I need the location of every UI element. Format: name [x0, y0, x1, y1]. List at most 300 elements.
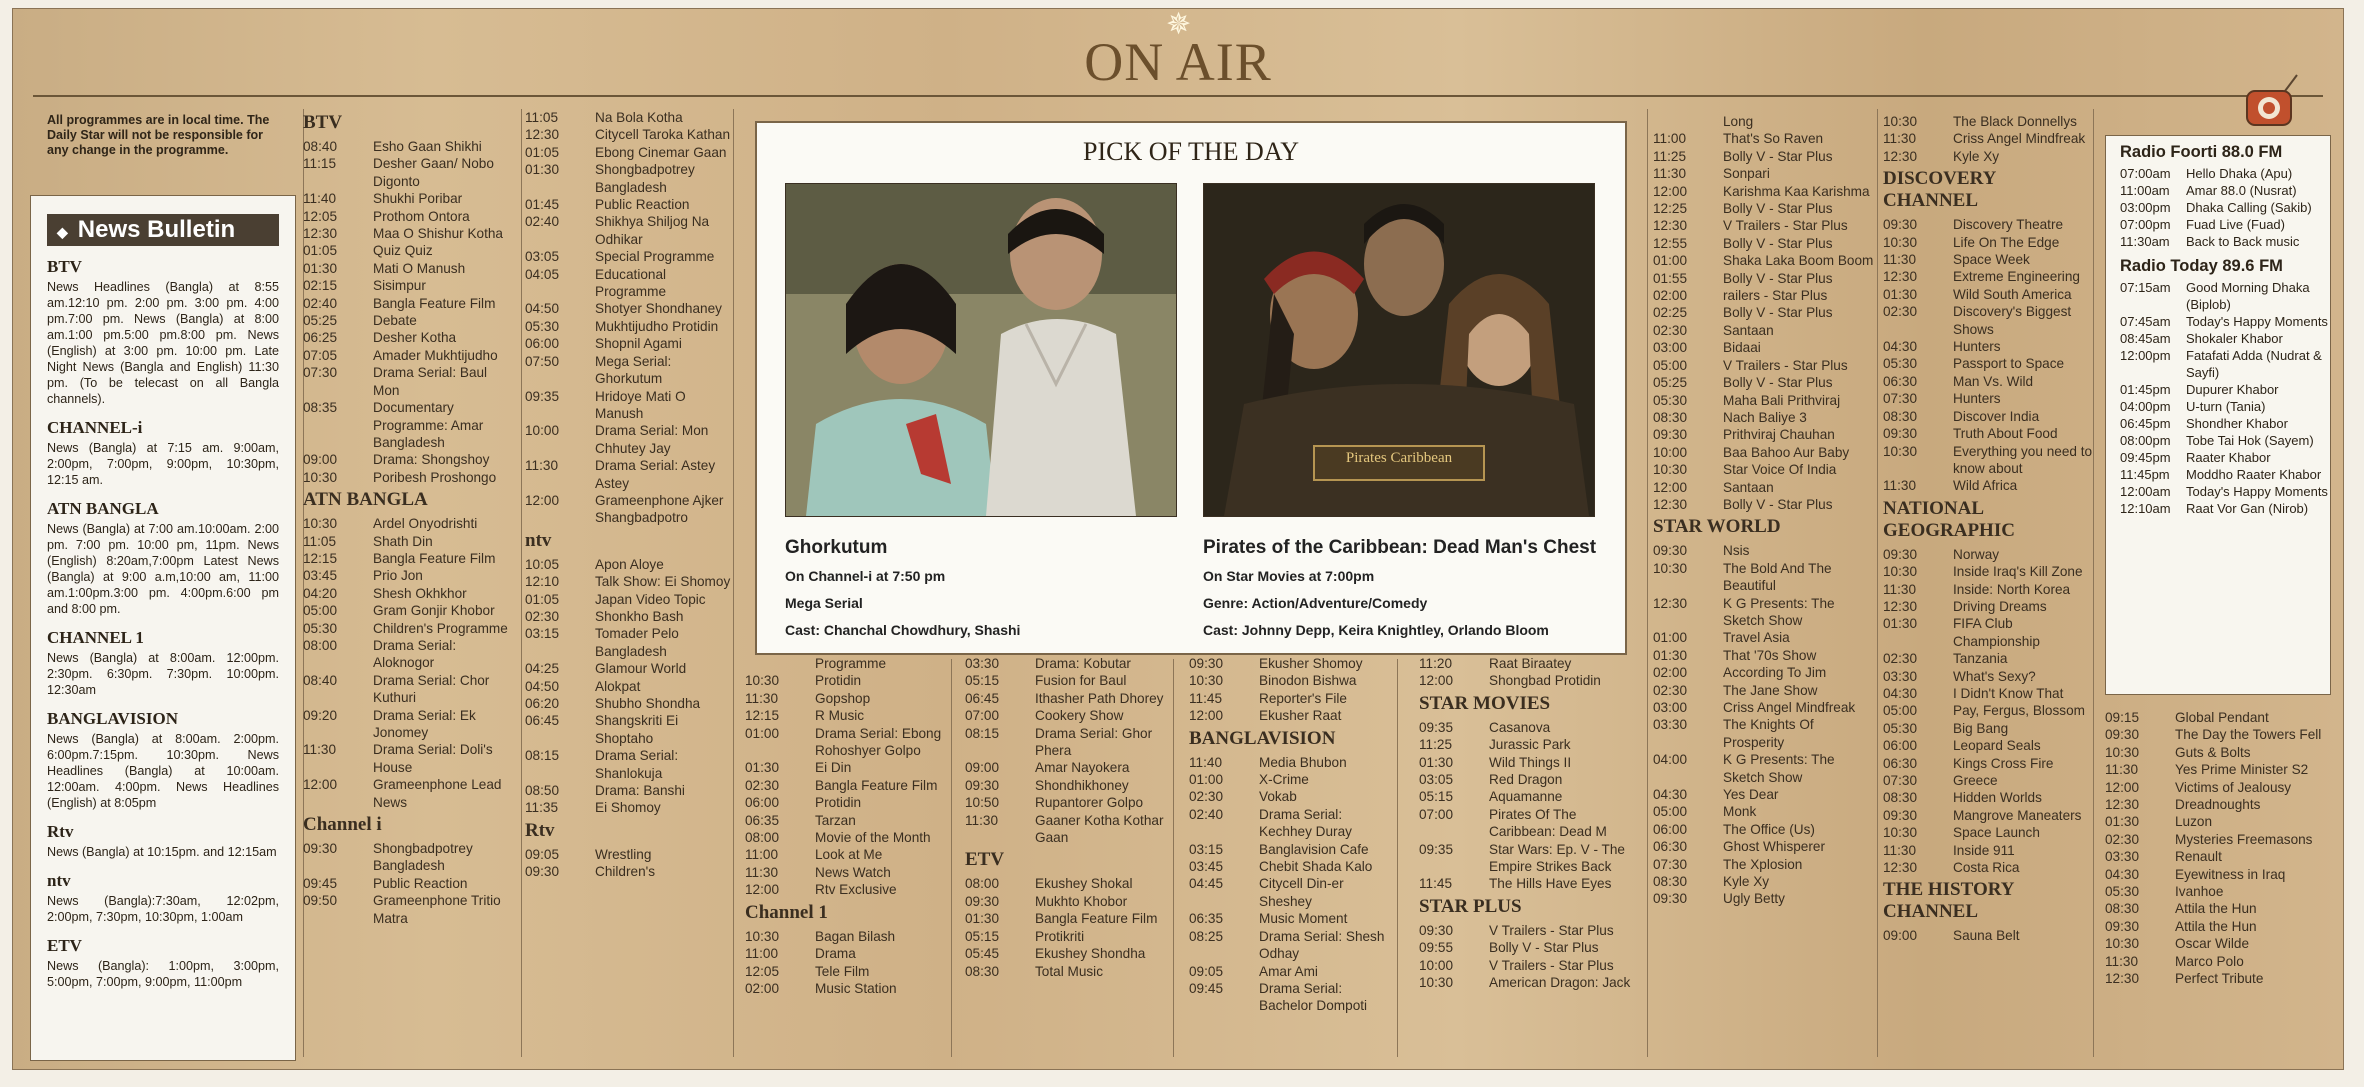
programme-title: Truth About Food: [1953, 426, 2058, 442]
news-schedule-text: News (Bangla):7:30am, 12:02pm, 2:00pm, 7:30pm, 10:30pm, 1:00am: [47, 894, 279, 924]
programme-row: [1883, 755, 2093, 772]
programme-row: [965, 963, 1171, 980]
programme-title: Bolly V - Star Plus: [1723, 270, 1833, 286]
programme-time: 11:15: [303, 156, 337, 172]
programme-row: [965, 655, 1171, 672]
programme-title: Music Moment: [1259, 911, 1348, 927]
column-divider: [1173, 659, 1174, 1057]
programme-title: Drama Serial: Shanlokuja: [595, 748, 679, 781]
programme-title: Man Vs. Wild: [1953, 373, 2034, 389]
programme-time: 09:30: [1883, 546, 1918, 562]
programme-time: 09:30: [2105, 918, 2140, 934]
programme-time: 01:45: [525, 197, 560, 213]
programme-title: Poribesh Proshongo: [373, 469, 497, 485]
programme-time: 08:15: [965, 725, 1000, 741]
programme-time: 11:30: [303, 742, 337, 758]
programme-row: [745, 928, 949, 945]
programme-title: Hunters: [1953, 339, 2001, 355]
programme-title: Drama Serial: Ek Jonomey: [373, 707, 476, 740]
programme-time: 06:00: [1653, 821, 1688, 837]
programme-time: 03:00: [1653, 700, 1688, 715]
programme-title: railers - Star Plus: [1723, 288, 1828, 304]
news-channel-name: ETV: [47, 936, 82, 955]
programme-title: Public Reaction: [595, 197, 690, 213]
programme-time: 12:30: [2105, 971, 2140, 987]
programme-time: 12:00am: [2120, 484, 2171, 499]
programme-row: [525, 266, 731, 301]
programme-row: [525, 608, 731, 625]
programme-title: Hello Dhaka (Apu): [2186, 166, 2293, 181]
programme-time: 09:35: [525, 388, 560, 404]
programme-time: 01:30: [1883, 286, 1918, 302]
programme-row: [745, 655, 949, 672]
programme-time: 01:55: [1653, 270, 1688, 286]
programme-row: [2105, 761, 2341, 778]
programme-row: [303, 620, 515, 637]
pick-genre: Genre: Action/Adventure/Comedy: [1203, 595, 1428, 611]
programme-title: Wild Things II: [1489, 754, 1572, 770]
pick-cast: Cast: Johnny Depp, Keira Knightley, Orlando Bloom: [1203, 622, 1549, 638]
programme-title: Desher Gaan/ Nobo Digonto: [373, 156, 494, 189]
radio-station-name: Radio Foorti 88.0 FM: [2120, 143, 2283, 161]
programme-title: Perfect Tribute: [2175, 971, 2264, 987]
programme-time: 07:00: [965, 708, 1000, 724]
programme-row: [745, 846, 949, 863]
programme-row: [1653, 751, 1875, 786]
programme-time: 10:30: [1883, 825, 1918, 841]
programme-title: Total Music: [1035, 963, 1103, 979]
programme-time: 03:00pm: [2120, 200, 2171, 215]
programme-row: [1883, 927, 2093, 944]
radio-programme-row: [2106, 330, 2330, 347]
programme-row: [1883, 615, 2093, 650]
programme-row: [525, 863, 731, 880]
programme-time: 04:30: [1883, 685, 1918, 701]
news-schedule-text: News (Bangla) at 7:00 am.10:00am. 2:00 pm. 7:00 pm. 10:00 pm, 11pm. News (English) 8:20am,7:00pm Latest News (Bangla) at 9:00 a.m,10:00 am, 11:00 am.1:00pm.3:00 pm. 4:00pm.6:00 pm and 8:00 pm.: [47, 522, 279, 616]
programme-title: Shukhi Poribar: [373, 191, 463, 207]
programme-title: Public Reaction: [373, 875, 468, 891]
programme-title: Ei Shomoy: [595, 800, 661, 816]
programme-row: [1189, 875, 1395, 910]
programme-title: Victims of Jealousy: [2175, 779, 2292, 795]
programme-time: 05:15: [965, 673, 1000, 689]
programme-time: 11:30: [1883, 842, 1917, 858]
programme-time: 12:30: [1883, 598, 1918, 614]
programme-time: 10:30: [1883, 564, 1918, 580]
pick-cast: Cast: Chanchal Chowdhury, Shashi: [785, 622, 1021, 638]
pick-airing: On Channel-i at 7:50 pm: [785, 568, 946, 584]
column-divider: [521, 109, 522, 1057]
programme-row: [965, 672, 1171, 689]
programme-time: 09:05: [525, 846, 560, 862]
programme-time: 12:00: [525, 492, 560, 508]
programme-title: Drama Serial: Ebong Rohoshyer Golpo: [815, 725, 942, 759]
programme-title: Citycell Din-er Sheshey: [1259, 876, 1344, 909]
channel-heading: THE HISTORY CHANNEL: [1883, 879, 2014, 923]
programme-row: [1653, 629, 1875, 646]
programme-title: Hunters: [1953, 391, 2001, 407]
programme-time: 10:30: [303, 516, 338, 532]
programme-title: Desher Kotha: [373, 330, 457, 346]
programme-time: 10:05: [525, 556, 560, 572]
programme-title: Tarzan: [815, 812, 856, 828]
programme-time: 09:30: [525, 864, 560, 880]
programme-title: Norway: [1953, 546, 2000, 562]
programme-time: 06:00: [525, 336, 560, 352]
news-schedule-text: News Headlines (Bangla) at 8:55 am.12:10 pm. 2:00 pm. 3:00 pm. 4:00 pm.7:00 pm. News (Bangla) at 8:00 am.1:00 pm.5:00 pm.8:00 pm. News (English) at 3:00 pm. 10:00 pm. Late Night News (Bangla and English) 11:30 pm. (To be telecast on all Bangla channels).: [47, 280, 279, 406]
programme-time: 08:40: [303, 139, 338, 154]
programme-row: [1653, 322, 1875, 339]
programme-time: 12:00pm: [2120, 348, 2171, 363]
programme-time: 05:30: [1883, 356, 1918, 372]
schedule-column: [1653, 113, 1875, 908]
programme-time: 10:00: [1653, 444, 1688, 460]
programme-title: Binodon Bishwa: [1259, 673, 1357, 689]
programme-title: K G Presents: The Sketch Show: [1723, 752, 1835, 785]
programme-title: Shongbad Protidin: [1489, 673, 1601, 689]
column-divider: [733, 109, 734, 1057]
news-schedule-text: News (Bangla) at 8:00am. 2:00pm. 6:00pm.7:15pm. 10:30pm. News Headlines (Bangla) at 10:00am. 12:00am. 4:00pm. News Headlines (English) at 8:05pm: [47, 732, 279, 810]
programme-title: Passport to Space: [1953, 356, 2065, 372]
programme-time: 12:00: [1653, 479, 1688, 495]
programme-time: 02:25: [1653, 305, 1688, 321]
programme-time: 08:30: [965, 963, 1000, 979]
programme-row: [1653, 444, 1875, 461]
programme-title: Pirates Of The Caribbean: Dead M: [1489, 806, 1607, 840]
programme-time: 10:30: [303, 469, 338, 485]
programme-time: 04:00pm: [2120, 399, 2171, 414]
programme-row: [1189, 655, 1395, 672]
programme-time: 04:30: [1883, 339, 1918, 355]
radio-box: [2105, 135, 2331, 695]
programme-time: 11:35: [525, 800, 559, 816]
programme-row: [1883, 581, 2093, 598]
programme-time: 06:00: [1883, 738, 1918, 754]
programme-title: Quiz Quiz: [373, 243, 433, 259]
programme-row: [303, 637, 515, 672]
programme-row: [1653, 664, 1875, 681]
programme-title: Travel Asia: [1723, 630, 1790, 646]
programme-title: Guts & Bolts: [2175, 744, 2251, 760]
title-rule: [33, 95, 2323, 97]
programme-title: Bidaai: [1723, 340, 1761, 356]
programme-row: [303, 707, 515, 742]
programme-row: [1653, 235, 1875, 252]
programme-time: 02:00: [745, 980, 780, 996]
programme-row: [525, 248, 731, 265]
programme-title: Ei Din: [815, 760, 852, 776]
programme-title: The Black Donnellys: [1953, 114, 2077, 129]
programme-time: 02:40: [303, 295, 338, 311]
programme-row: [1419, 655, 1643, 672]
programme-row: [1653, 682, 1875, 699]
programme-row: [303, 260, 515, 277]
programme-title: Baa Bahoo Aur Baby: [1723, 444, 1850, 460]
programme-time: 04:00: [1653, 752, 1688, 768]
programme-title: Global Pendant: [2175, 710, 2269, 725]
programme-row: [965, 875, 1171, 892]
programme-title: Mega Serial: Ghorkutum: [595, 353, 672, 387]
programme-row: [1883, 216, 2093, 233]
programme-time: 11:30: [965, 812, 999, 828]
programme-time: 02:30: [525, 608, 560, 624]
programme-row: [1883, 772, 2093, 789]
programme-title: Moddho Raater Khabor: [2186, 467, 2322, 482]
programme-title: Grameenphone Ajker Shangbadpotro: [595, 492, 724, 526]
programme-row: [2105, 970, 2341, 987]
programme-time: 03:30: [965, 656, 1000, 671]
programme-time: 04:25: [525, 661, 560, 677]
programme-title: Shaka Laka Boom Boom: [1723, 253, 1874, 269]
programme-row: [525, 492, 731, 527]
programme-row: [303, 672, 515, 707]
programme-row: [1189, 754, 1395, 771]
programme-time: 02:40: [525, 214, 560, 230]
programme-time: 05:30: [1883, 720, 1918, 736]
programme-row: [1189, 707, 1395, 724]
programme-time: 11:30: [745, 690, 779, 706]
programme-time: 11:30: [525, 458, 559, 474]
news-schedule-text: News (Bangla) at 7:15 am. 9:00am, 2:00pm, 7:00pm, 9:00pm, 10:30pm, 12:15 am.: [47, 441, 279, 487]
programme-row: [965, 725, 1171, 760]
programme-time: 07:50: [525, 353, 560, 369]
programme-time: 04:50: [525, 301, 560, 317]
programme-title: Pay, Fergus, Blossom: [1953, 703, 2085, 719]
programme-row: [1189, 690, 1395, 707]
programme-row: [1653, 560, 1875, 595]
programme-title: Shotyer Shondhaney: [595, 301, 722, 317]
programme-time: 12:05: [745, 963, 780, 979]
programme-title: Attila the Hun: [2175, 901, 2257, 917]
programme-time: 03:05: [1419, 772, 1454, 788]
programme-row: [1419, 806, 1643, 841]
programme-time: 03:30: [2105, 849, 2140, 865]
programme-row: [965, 812, 1171, 847]
programme-time: 04:45: [1189, 876, 1224, 892]
programme-row: [1419, 736, 1643, 753]
programme-title: Vokab: [1259, 789, 1297, 805]
programme-row: [1883, 668, 2093, 685]
programme-title: Mysteries Freemasons: [2175, 831, 2313, 847]
programme-time: 09:20: [303, 707, 338, 723]
programme-time: 05:25: [303, 313, 338, 329]
programme-title: Bangla Feature Film: [815, 777, 938, 793]
programme-title: Gopshop: [815, 690, 871, 706]
programme-title: Leopard Seals: [1953, 738, 2041, 754]
column-divider: [1877, 109, 1878, 1057]
programme-time: 10:30: [1653, 560, 1688, 576]
programme-title: Back to Back music: [2186, 234, 2300, 249]
programme-row: [1189, 963, 1395, 980]
programme-title: U-turn (Tania): [2186, 399, 2266, 414]
programme-title: Esho Gaan Shikhi: [373, 139, 482, 154]
programme-time: 11:30: [1653, 166, 1687, 182]
news-channel-name: BANGLAVISION: [47, 709, 179, 728]
programme-row: [1653, 392, 1875, 409]
programme-row: [2105, 866, 2341, 883]
programme-row: [1883, 563, 2093, 580]
programme-time: 11:00: [745, 946, 779, 962]
programme-title: Protikriti: [1035, 928, 1085, 944]
programme-row: [525, 556, 731, 573]
radio-programme-row: [2106, 313, 2330, 330]
programme-time: 09:50: [303, 893, 338, 909]
programme-title: Shopnil Agami: [595, 336, 682, 352]
programme-time: 09:30: [303, 841, 338, 857]
programme-time: 12:00: [303, 777, 338, 793]
radio-programme-row: [2106, 182, 2330, 199]
programme-time: 01:30: [1653, 647, 1688, 663]
star-ornament-icon: ✵: [1166, 8, 1192, 41]
programme-row: [1883, 807, 2093, 824]
programme-row: [1653, 838, 1875, 855]
programme-title: Inside: North Korea: [1953, 581, 2071, 597]
programme-title: Drama: Kobutar: [1035, 656, 1131, 671]
programme-time: 11:25: [1653, 148, 1687, 164]
programme-row: [1419, 922, 1643, 939]
programme-row: [303, 602, 515, 619]
programme-title: Criss Angel Mindfreak: [1953, 131, 2086, 147]
programme-time: 02:30: [1653, 322, 1688, 338]
programme-time: 01:30: [2105, 814, 2140, 830]
programme-time: 04:50: [525, 678, 560, 694]
notice-text: All programmes are in local time. The Daily Star will not be responsible for any change in the programme.: [47, 113, 270, 157]
programme-row: [303, 550, 515, 567]
programme-time: 09:35: [1419, 719, 1454, 735]
news-channel-name: BTV: [47, 257, 82, 276]
programme-time: 03:00: [1653, 340, 1688, 356]
programme-title: Rtv Exclusive: [815, 882, 897, 898]
programme-row: [1653, 716, 1875, 751]
channel-heading: Channel 1: [745, 901, 828, 923]
masthead: [13, 9, 2343, 99]
programme-row: [2105, 744, 2341, 761]
programme-time: 09:30: [1653, 543, 1688, 559]
programme-time: 01:05: [525, 591, 560, 607]
programme-time: 10:30: [1653, 462, 1688, 478]
programme-title: Ekushey Shondha: [1035, 946, 1146, 962]
programme-title: What's Sexy?: [1953, 668, 2036, 684]
programme-row: [1189, 672, 1395, 689]
radio-programme-row: [2106, 279, 2330, 313]
programme-title: Eyewitness in Iraq: [2175, 866, 2286, 882]
programme-row: [1653, 357, 1875, 374]
programme-time: 02:40: [1189, 806, 1224, 822]
programme-time: 09:30: [1419, 922, 1454, 938]
programme-row: [525, 747, 731, 782]
programme-title: Na Bola Kotha: [595, 110, 683, 125]
programme-time: 08:00: [965, 876, 1000, 892]
programme-row: [1653, 426, 1875, 443]
programme-row: [525, 126, 731, 143]
programme-time: 12:15: [303, 550, 338, 566]
programme-time: 10:30: [2105, 744, 2140, 760]
programme-title: Drama Serial: Shesh Odhay: [1259, 928, 1385, 962]
programme-row: [1883, 355, 2093, 372]
news-bulletin-list: [31, 256, 295, 990]
drama-still-image: [786, 184, 1176, 516]
programme-row: [1419, 672, 1643, 689]
programme-title: The Xplosion: [1723, 856, 1803, 872]
programme-time: 07:30: [1883, 773, 1918, 788]
programme-title: Yes Prime Minister S2: [2175, 762, 2309, 778]
programme-row: [303, 469, 515, 486]
programme-title: The Jane Show: [1723, 682, 1818, 698]
programme-time: 08:00: [303, 637, 338, 653]
programme-row: [1883, 842, 2093, 859]
programme-title: Movie of the Month: [815, 830, 931, 846]
programme-time: 05:00: [1653, 357, 1688, 373]
programme-row: [1653, 287, 1875, 304]
programme-row: [1653, 873, 1875, 890]
programme-title: Bolly V - Star Plus: [1489, 940, 1599, 956]
schedule-column: [2105, 709, 2341, 988]
programme-title: Prio Jon: [373, 568, 423, 584]
programme-time: 05:00: [303, 603, 338, 619]
programme-row: [1653, 165, 1875, 182]
programme-title: Shongbadpotrey Bangladesh: [595, 162, 695, 195]
schedule-column: [1419, 655, 1643, 992]
programme-row: [1883, 443, 2093, 478]
programme-row: [965, 707, 1171, 724]
programme-title: The Office (Us): [1723, 821, 1815, 837]
programme-time: 11:30: [2105, 953, 2139, 969]
programme-title: Wrestling: [595, 846, 652, 862]
programme-time: 12:30: [303, 226, 338, 242]
programme-row: [303, 242, 515, 259]
channel-heading: ntv: [525, 529, 552, 551]
programme-title: Cookery Show: [1035, 708, 1124, 724]
programme-title: According To Jim: [1723, 665, 1827, 681]
programme-title: Drama Serial: Doli's House: [373, 742, 493, 775]
programme-row: [303, 155, 515, 190]
programme-time: 08:50: [525, 783, 560, 799]
programme-time: 09:45: [303, 875, 338, 891]
programme-row: [1883, 303, 2093, 338]
programme-title: Prothom Ontora: [373, 208, 470, 224]
column-divider: [951, 659, 952, 1057]
programme-time: 12:30: [1653, 496, 1688, 512]
programme-title: Nach Baliye 3: [1723, 409, 1807, 425]
programme-title: V Trailers - Star Plus: [1723, 218, 1848, 234]
programme-time: 08:15: [525, 748, 560, 764]
programme-title: Ebong Cinemar Gaan: [595, 144, 727, 160]
programme-row: [1189, 841, 1395, 858]
programme-title: Wild South America: [1953, 286, 2072, 302]
programme-row: [1653, 699, 1875, 716]
channel-heading: Rtv: [525, 819, 555, 841]
programme-time: 07:00am: [2120, 166, 2171, 181]
programme-row: [525, 388, 731, 423]
programme-title: Ardel Onyodrishti: [373, 516, 478, 532]
programme-title: Media Bhubon: [1259, 754, 1347, 770]
programme-title: Special Programme: [595, 249, 715, 265]
programme-title: Shangskriti Ei Shoptaho: [595, 713, 679, 746]
programme-title: Drama Serial: Ghor Phera: [1035, 725, 1153, 759]
programme-row: [2105, 726, 2341, 743]
programme-time: 09:30: [1883, 426, 1918, 442]
programme-row: [2105, 779, 2341, 796]
programme-row: [525, 625, 731, 660]
programme-time: 09:15: [2105, 710, 2140, 725]
programme-title: Citycell Taroka Kathan: [595, 127, 731, 143]
radio-programme-row: [2106, 415, 2330, 432]
programme-time: 08:45am: [2120, 331, 2171, 346]
news-channel-name: Rtv: [47, 822, 74, 841]
programme-time: 09:30: [965, 893, 1000, 909]
programme-time: 03:15: [1189, 841, 1224, 857]
programme-row: [525, 782, 731, 799]
